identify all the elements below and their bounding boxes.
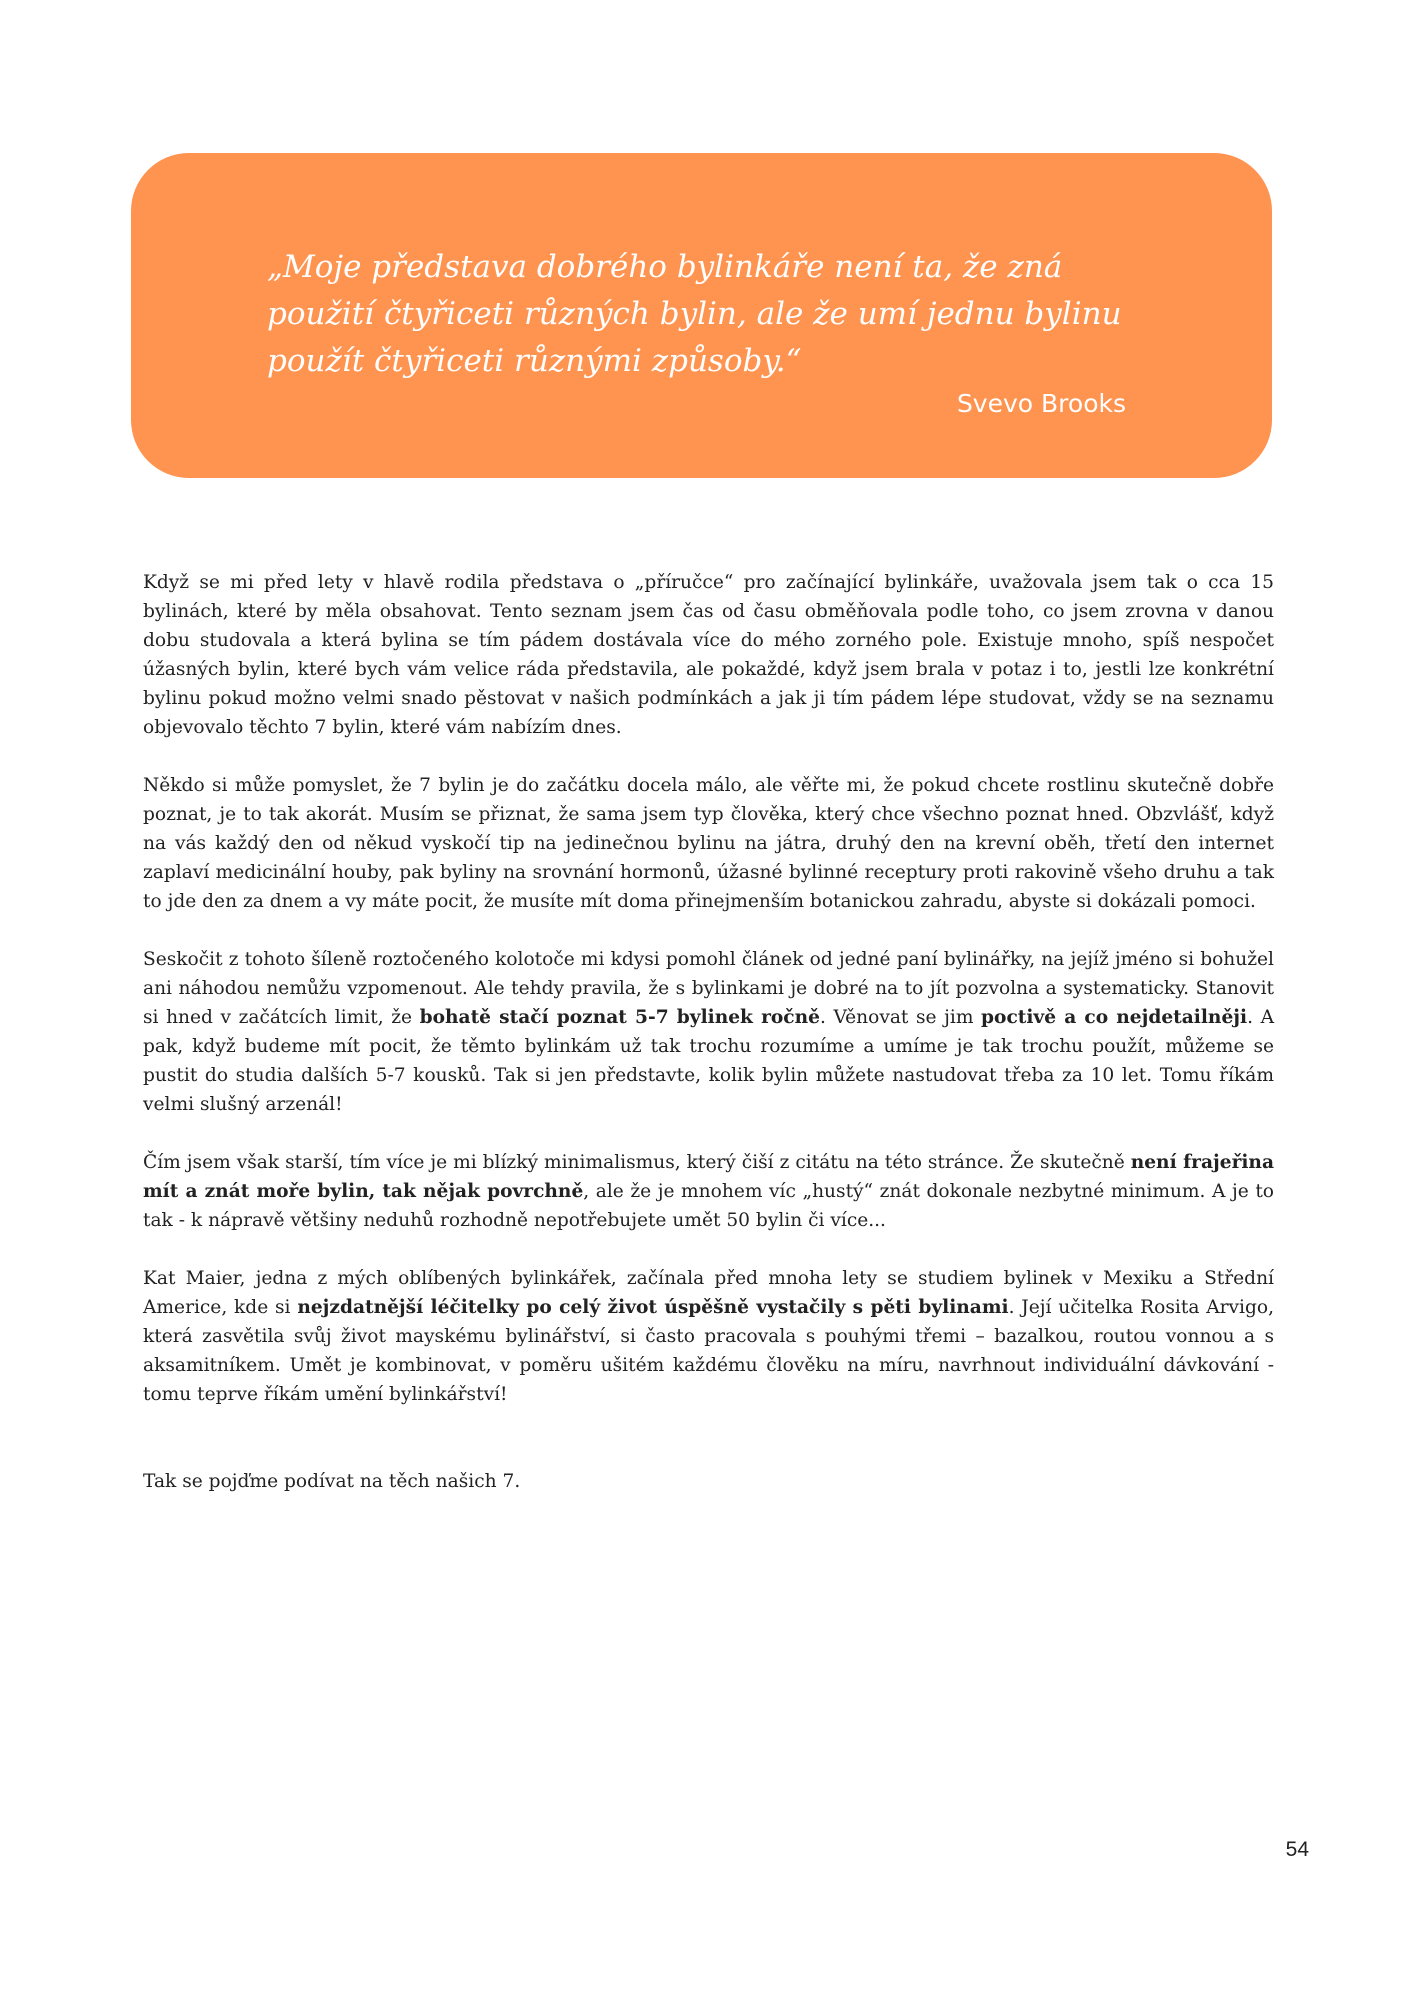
paragraph-4	[143, 1148, 1274, 1235]
paragraph-5	[143, 1264, 1274, 1409]
quote-text: „Moje představa dobrého bylinkáře není ta, že zná použití čtyřiceti různých bylin, ale že umí jednu bylinu použít čtyřiceti různými způsoby.“	[267, 249, 1122, 379]
paragraph-4-text-a: Čím jsem však starší, tím více je mi blízký minimalismus, který čiší z citátu na této stránce. Že skutečně	[143, 1152, 1131, 1173]
paragraph-3-text-c: . Věnovat se jim	[819, 1007, 982, 1028]
main-text	[143, 568, 1274, 1525]
paragraph-3-text-d: . A pak, když budeme mít pocit, že těmto bylinkám už tak trochu rozumíme a umíme je tak trochu použít, můžeme se pustit do studia dalších 5-7 kousků. Tak si jen představte, kolik bylin můžete nastudovat třeba za 10 let. Tomu říkám velmi slušný arzenál!	[143, 1007, 1274, 1115]
quote-author: Svevo Brooks	[956, 389, 1126, 418]
paragraph-3-bold-2: poctivě a co nejdetailněji	[981, 1007, 1248, 1028]
paragraph-4-bold-1: není frajeřina mít a znát moře bylin, tak nějak povrchně	[143, 1152, 1275, 1202]
paragraph-2: Někdo si může pomyslet, že 7 bylin je do začátku docela málo, ale věřte mi, že pokud chcete rostlinu skutečně dobře poznat, je to tak akorát. Musím se přiznat, že sama jsem typ člověka, který chce všechno poznat hned. Obzvlášť, když na vás každý den od někud vyskočí tip na jedinečnou bylinu na játra, druhý den na krevní oběh, třetí den internet zaplaví medicinální houby, pak byliny na srovnání hormonů, úžasné bylinné receptury proti rakovině všeho druhu a tak to jde den za dnem a vy máte pocit, že musíte mít doma přinejmenším botanickou zahradu, abyste si dokázali pomoci.	[143, 775, 1274, 912]
paragraph-5-bold-1: nejzdatnější léčitelky po celý život úspěšně vystačily s pěti bylinami	[297, 1297, 1009, 1318]
paragraph-3-text-a: Seskočit z tohoto šíleně roztočeného kolotoče mi kdysi pomohl článek od jedné paní bylinářky, na jejíž jméno si bohužel ani náhodou nemůžu vzpomenout. Ale tehdy pravila, že s bylinkami je dobré na to jít pozvolna a systematicky. Stanovit si hned v začátcích limit, že	[143, 949, 1274, 1028]
page-number: 54	[1285, 1838, 1309, 1861]
closing-line: Tak se pojďme podívat na těch našich 7.	[143, 1471, 521, 1492]
quote-box	[131, 153, 1272, 478]
paragraph-1: Když se mi před lety v hlavě rodila představa o „příručce“ pro začínající bylinkáře, uvažovala jsem tak o cca 15 bylinách, které by měla obsahovat. Tento seznam jsem čas od času obměňovala podle toho, co jsem zrovna v danou dobu studovala a která bylina se tím pádem dostávala více do mého zorného pole. Existuje mnoho, spíš nespočet úžasných bylin, které bych vám velice ráda představila, ale pokaždé, když jsem brala v potaz i to, jestli lze konkrétní bylinu pokud možno velmi snado pěstovat v našich podmínkách a jak ji tím pádem lépe studovat, vždy se na seznamu objevovalo těchto 7 bylin, které vám nabízím dnes.	[143, 572, 1274, 738]
paragraph-5-text-c: . Její učitelka Rosita Arvigo, která zasvětila svůj život mayskému bylinářství, si často pracovala s pouhými třemi – bazalkou, routou vonnou a s aksamitníkem. Umět je kombinovat, v poměru ušitém každému člověku na míru, navrhnout individuální dávkování - tomu teprve říkám umění bylinkářství!	[143, 1297, 1274, 1405]
paragraph-3-bold-1: bohatě stačí poznat 5-7 bylinek ročně	[419, 1007, 820, 1028]
paragraph-4-text-c: , ale že je mnohem víc „hustý“ znát dokonale nezbytné minimum. A je to tak - k nápravě většiny neduhů rozhodně nepotřebujete umět 50 bylin či více...	[143, 1181, 1275, 1231]
paragraph-5-text-a: Kat Maier, jedna z mých oblíbených bylinkářek, začínala před mnoha lety se studiem bylinek v Mexiku a Střední Americe, kde si	[143, 1268, 1274, 1318]
paragraph-3	[143, 945, 1274, 1119]
